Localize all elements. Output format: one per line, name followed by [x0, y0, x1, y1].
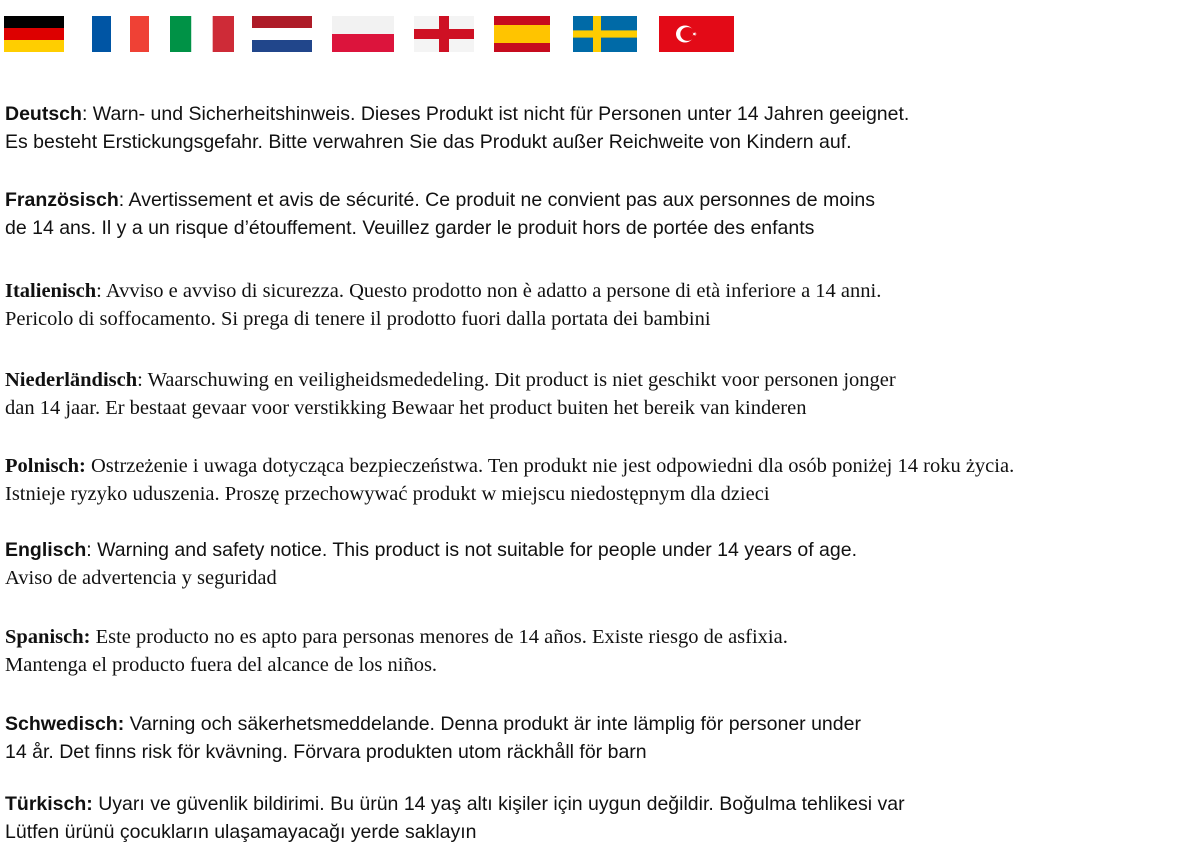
turkey-flag-icon	[659, 16, 734, 52]
notice-text: Warning and safety notice. This product is not suitable for people under 14 years of age.	[91, 539, 857, 561]
notice-text: Avertissement et avis de sécurité. Ce produit ne convient pas aux personnes de moins	[124, 189, 876, 211]
poland-flag-icon	[332, 16, 394, 52]
notice-text: 14 år. Det finns risk för kvävning. Förvara produkten utom räckhåll för barn	[5, 741, 647, 763]
notice-text: Pericolo di soffocamento. Si prega di tenere il prodotto fuori dalla portata dei bambini	[5, 308, 711, 330]
notice-text: dan 14 jaar. Er bestaat gevaar voor verstikking Bewaar het product buiten het bereik van kinderen	[5, 397, 807, 419]
sweden-flag-icon	[573, 16, 637, 52]
language-label: Schwedisch:	[5, 713, 125, 735]
label-separator: :	[96, 280, 102, 302]
entry-swedish	[5, 710, 1200, 766]
notice-text: Istnieje ryzyko uduszenia. Proszę przechowywać produkt w miejscu niedostępnym dla dzieci	[5, 483, 770, 505]
notice-text: Lütfen ürünü çocukların ulaşamayacağı yerde saklayın	[5, 821, 477, 843]
notice-text: Este producto no es apto para personas menores de 14 años. Existe riesgo de asfixia.	[90, 626, 788, 648]
notice-text: Waarschuwing en veiligheidsmededeling. Dit product is niet geschikt voor personen jonger	[142, 369, 896, 391]
language-label: Polnisch:	[5, 455, 86, 477]
notice-text: Warn- und Sicherheitshinweis. Dieses Produkt ist nicht für Personen unter 14 Jahren geeignet.	[87, 103, 910, 125]
england-flag-icon	[414, 16, 474, 52]
notice-text: Mantenga el producto fuera del alcance de los niños.	[5, 654, 438, 676]
label-separator: :	[86, 539, 92, 561]
language-label: Französisch	[5, 189, 119, 211]
label-separator: :	[137, 369, 143, 391]
netherlands-flag-icon	[252, 16, 312, 52]
entry-english	[5, 536, 1200, 592]
label-separator: :	[81, 103, 88, 125]
language-label: Türkisch:	[5, 793, 93, 815]
entry-italian	[5, 277, 1200, 333]
entry-dutch	[5, 366, 1200, 422]
language-label: Spanisch:	[5, 626, 91, 648]
germany-flag-icon	[4, 16, 64, 52]
notice-text: Aviso de advertencia y seguridad	[5, 567, 277, 589]
entry-polish	[5, 452, 1200, 508]
entry-spanish	[5, 623, 1200, 679]
language-label: Italienisch	[5, 280, 97, 302]
entry-german	[5, 100, 1200, 156]
notice-text: Ostrzeżenie i uwaga dotycząca bezpieczeństwa. Ten produkt nie jest odpowiedni dla osób poniżej 14 roku życia.	[85, 455, 1015, 477]
notice-text: de 14 ans. Il y a un risque d’étouffement. Veuillez garder le produit hors de portée des enfants	[5, 217, 815, 239]
france-flag-icon	[92, 16, 149, 52]
spain-flag-icon	[494, 16, 550, 52]
language-label: Niederländisch	[5, 369, 138, 391]
italy-flag-icon	[170, 16, 234, 52]
notice-text: Uyarı ve güvenlik bildirimi. Bu ürün 14 yaş altı kişiler için uygun değildir. Boğulma tehlikesi var	[92, 793, 905, 815]
entry-french	[5, 186, 1200, 242]
language-label: Deutsch	[5, 103, 82, 125]
notice-text: Varning och säkerhetsmeddelande. Denna produkt är inte lämplig för personer under	[124, 713, 861, 735]
notice-text: Avviso e avviso di sicurezza. Questo prodotto non è adatto a persone di età inferiore a 14 anni.	[101, 280, 882, 302]
entry-turkish	[5, 790, 1200, 846]
label-separator: :	[118, 189, 125, 211]
notice-text: Es besteht Erstickungsgefahr. Bitte verwahren Sie das Produkt außer Reichweite von Kindern auf.	[5, 131, 852, 153]
flag-row	[0, 0, 1200, 70]
language-label: Englisch	[5, 539, 87, 561]
